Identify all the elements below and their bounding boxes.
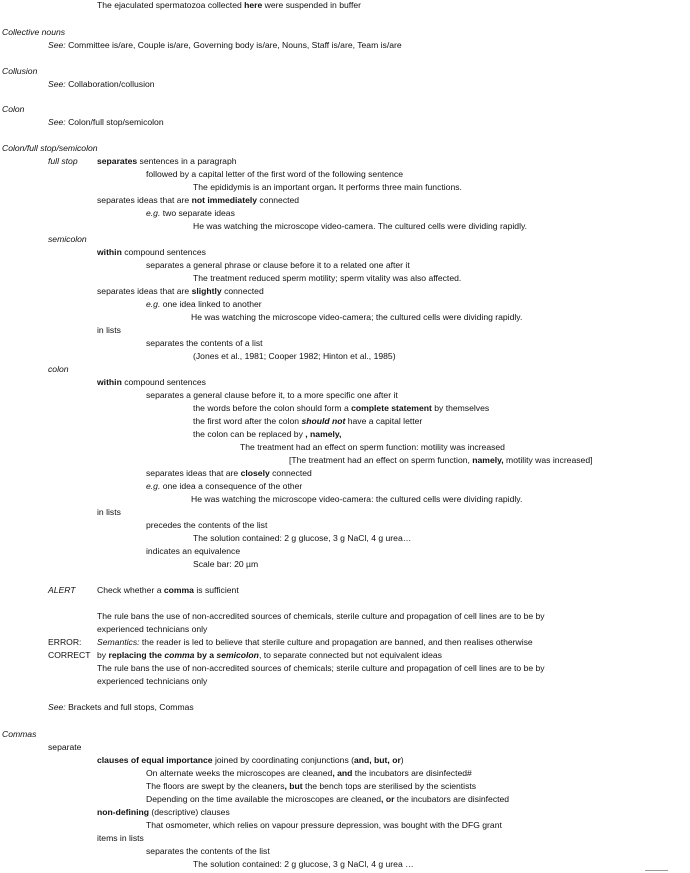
text-line	[146, 390, 398, 401]
text-segment: ERROR:	[48, 637, 82, 647]
text-line	[146, 820, 502, 831]
text-segment: connected	[221, 286, 264, 296]
text-segment: in lists	[97, 325, 121, 335]
text-line	[146, 794, 509, 805]
text-line	[146, 299, 262, 310]
text-segment: On alternate weeks the microscopes are cleaned	[146, 768, 333, 778]
text-line	[146, 338, 263, 349]
text-segment: colon	[48, 364, 69, 374]
text-segment: experienced technicians only	[97, 676, 208, 686]
text-line	[193, 533, 411, 544]
text-segment: , or	[381, 794, 395, 804]
text-line	[97, 611, 545, 622]
text-line	[97, 637, 533, 648]
text-line	[146, 468, 312, 479]
text-segment: Committee is/are, Couple is/are, Governing body is/are, Nouns, Staff is/are, Team is/are	[65, 40, 402, 50]
text-segment: It performs three main functions.	[336, 182, 462, 192]
text-segment: See:	[48, 117, 66, 127]
text-segment: complete statement	[351, 403, 432, 413]
text-line	[97, 663, 545, 674]
footer-rule	[645, 870, 668, 871]
text-line	[2, 27, 65, 38]
text-line	[48, 637, 81, 648]
text-line	[2, 729, 36, 740]
text-segment: Semantics:	[97, 637, 140, 647]
text-segment: two separate ideas	[160, 208, 235, 218]
text-segment: closely	[240, 468, 270, 478]
text-segment: Colon	[2, 104, 25, 114]
text-line	[191, 312, 522, 323]
text-segment: semicolon	[48, 234, 87, 244]
text-line	[146, 208, 235, 219]
text-segment: comma	[163, 585, 194, 595]
text-segment: [The treatment had an effect on sperm function,	[289, 455, 473, 465]
text-segment: , and	[332, 768, 353, 778]
text-line	[146, 846, 270, 857]
text-line	[2, 143, 98, 154]
text-segment: the colon can be replaced by	[193, 429, 306, 439]
text-segment: experienced technicians only	[97, 624, 208, 634]
text-line	[97, 585, 239, 596]
text-segment: See:	[48, 702, 66, 712]
text-segment: The rule bans the use of non-accredited sources of chemicals, sterile culture and propagation of cell lines are to be by	[97, 611, 545, 621]
text-segment: separate	[48, 742, 82, 752]
text-segment: The ejaculated spermatozoa collected	[97, 0, 245, 10]
text-segment: , namely,	[305, 429, 342, 439]
text-line	[97, 156, 237, 167]
text-line	[48, 40, 402, 51]
text-line	[193, 351, 396, 362]
text-segment: one idea linked to another	[160, 299, 262, 309]
text-segment: the words before the colon should form a	[193, 403, 352, 413]
text-segment: The solution contained: 2 g glucose, 3 g NaCl, 4 g urea …	[193, 859, 414, 869]
text-segment: in lists	[97, 507, 121, 517]
text-line	[240, 442, 505, 453]
text-segment: separates ideas that are	[97, 195, 192, 205]
text-line	[193, 273, 461, 284]
text-segment: CORRECT	[48, 650, 91, 660]
text-segment: separates ideas that are	[146, 468, 241, 478]
text-line	[97, 247, 206, 258]
text-segment: He was watching the microscope video-camera; the cultured cells were dividing rapidly.	[191, 312, 523, 322]
text-segment: e.g.	[146, 299, 161, 309]
text-segment: the first word after the colon	[193, 416, 302, 426]
text-segment: Commas	[2, 729, 37, 739]
text-line	[193, 429, 341, 440]
text-segment: He was watching the microscope video-camera: the cultured cells were dividing rapidly.	[191, 494, 523, 504]
text-segment: by a	[194, 650, 217, 660]
text-segment: compound sentences	[121, 247, 206, 257]
text-segment: compound sentences	[121, 377, 206, 387]
text-segment: full stop	[48, 156, 78, 166]
text-line	[193, 403, 489, 414]
text-segment: indicates an equivalence	[146, 546, 241, 556]
text-line	[97, 377, 206, 388]
text-line	[97, 807, 230, 818]
text-line	[146, 260, 410, 271]
text-segment: separates the contents of a list	[146, 338, 263, 348]
text-line	[193, 182, 462, 193]
text-segment: .	[333, 182, 337, 192]
text-segment: )	[400, 755, 404, 765]
text-line	[193, 859, 414, 870]
text-line	[48, 364, 69, 375]
text-line	[97, 286, 264, 297]
text-line	[48, 585, 76, 596]
text-segment: e.g.	[146, 481, 161, 491]
text-segment: not immediately	[191, 195, 258, 205]
text-segment: should not	[301, 416, 346, 426]
text-segment: connected	[257, 195, 300, 205]
text-segment: The epididymis is an important organ	[193, 182, 334, 192]
text-segment: by	[97, 650, 109, 660]
text-segment: clauses of equal importance	[97, 755, 213, 765]
text-line	[289, 455, 593, 466]
text-line	[146, 520, 267, 531]
text-line	[146, 481, 302, 492]
text-line	[97, 755, 404, 766]
text-line	[97, 676, 207, 687]
text-segment: Colon/full stop/semicolon	[65, 117, 164, 127]
text-segment: one idea a consequence of the other	[160, 481, 303, 491]
text-segment: The rule bans the use of non-accredited sources of chemicals; sterile culture and propagation of cell lines are to be by	[97, 663, 545, 673]
text-segment: The treatment had an effect on sperm function: motility was increased	[240, 442, 505, 452]
text-segment: Collaboration/collusion	[65, 79, 155, 89]
text-segment: Collusion	[2, 66, 38, 76]
text-segment: The solution contained: 2 g glucose, 3 g NaCl, 4 g urea…	[193, 533, 412, 543]
text-segment: the reader is led to believe that sterile culture and propagation are banned, and then realises otherwise	[139, 637, 533, 647]
text-segment: non-defining	[97, 807, 150, 817]
text-segment: precedes the contents of the list	[146, 520, 268, 530]
text-segment: The treatment reduced sperm motility; sperm vitality was also affected.	[193, 273, 462, 283]
text-segment: within	[97, 247, 122, 257]
text-line	[48, 79, 155, 90]
text-segment: (Jones et al., 1981; Cooper 1982; Hinton et al., 1985)	[193, 351, 396, 361]
text-segment: See:	[48, 79, 66, 89]
text-segment: joined by coordinating conjunctions (	[212, 755, 354, 765]
text-line	[48, 117, 164, 128]
text-segment: separates ideas that are	[97, 286, 192, 296]
text-segment: replacing the	[108, 650, 165, 660]
text-line	[146, 546, 240, 557]
text-line	[146, 768, 472, 779]
text-segment: the incubators are disinfected#	[352, 768, 472, 778]
text-segment: namely,	[472, 455, 504, 465]
text-segment: (descriptive) clauses	[149, 807, 230, 817]
text-line	[193, 416, 422, 427]
text-segment: Depending on the time available the microscopes are cleaned	[146, 794, 382, 804]
text-segment: That osmometer, which relies on vapour pressure depression, was bought with the DFG grant	[146, 820, 502, 830]
text-segment: were suspended in buffer	[262, 0, 362, 10]
text-segment: separates the contents of the list	[146, 846, 270, 856]
text-segment: by themselves	[431, 403, 490, 413]
text-segment: The floors are swept by the cleaners	[146, 781, 285, 791]
text-segment: sentences in a paragraph	[137, 156, 237, 166]
text-segment: Colon/full stop/semicolon	[2, 143, 98, 153]
text-segment: the incubators are disinfected	[394, 794, 510, 804]
text-line	[48, 234, 87, 245]
text-line	[97, 195, 299, 206]
text-line	[146, 781, 476, 792]
text-line	[48, 156, 78, 167]
text-line	[193, 221, 527, 232]
text-segment: See:	[48, 40, 66, 50]
text-segment: separates a general clause before it, to a more specific one after it	[146, 390, 398, 400]
text-segment: , but	[284, 781, 303, 791]
text-segment: ALERT	[48, 585, 76, 595]
text-line	[2, 104, 24, 115]
text-line	[97, 325, 121, 336]
text-segment: followed by a capital letter of the first word of the following sentence	[146, 169, 403, 179]
text-segment: items in lists	[97, 833, 144, 843]
text-segment: e.g.	[146, 208, 161, 218]
text-segment: motility was increased]	[503, 455, 593, 465]
text-line	[191, 494, 522, 505]
text-line	[2, 66, 37, 77]
text-line	[97, 0, 361, 11]
text-line	[97, 507, 121, 518]
text-segment: Collective nouns	[2, 27, 66, 37]
text-line	[97, 624, 207, 635]
text-segment: slightly	[191, 286, 222, 296]
text-line	[48, 742, 81, 753]
text-line	[97, 650, 442, 661]
text-segment: within	[97, 377, 122, 387]
text-segment: separates	[97, 156, 138, 166]
text-segment: separates a general phrase or clause before it to a related one after it	[146, 260, 410, 270]
text-segment: the bench tops are sterilised by the scientists	[302, 781, 477, 791]
text-segment: Check whether a	[97, 585, 164, 595]
text-segment: here	[244, 0, 263, 10]
text-line	[193, 559, 258, 570]
text-line	[97, 833, 144, 844]
text-segment: He was watching the microscope video-camera. The cultured cells were dividing rapidly.	[193, 221, 528, 231]
text-segment: and, but, or	[354, 755, 401, 765]
text-segment: Scale bar: 20 µm	[193, 559, 259, 569]
text-segment: have a capital letter	[345, 416, 423, 426]
text-segment: , to separate connected but not equivalent ideas	[258, 650, 442, 660]
text-segment: is sufficient	[193, 585, 239, 595]
text-line	[48, 650, 91, 661]
text-segment: semicolon	[216, 650, 259, 660]
text-segment: comma	[164, 650, 195, 660]
text-segment: Brackets and full stops, Commas	[65, 702, 194, 712]
text-line	[146, 169, 403, 180]
text-line	[48, 702, 194, 713]
text-segment: connected	[269, 468, 312, 478]
